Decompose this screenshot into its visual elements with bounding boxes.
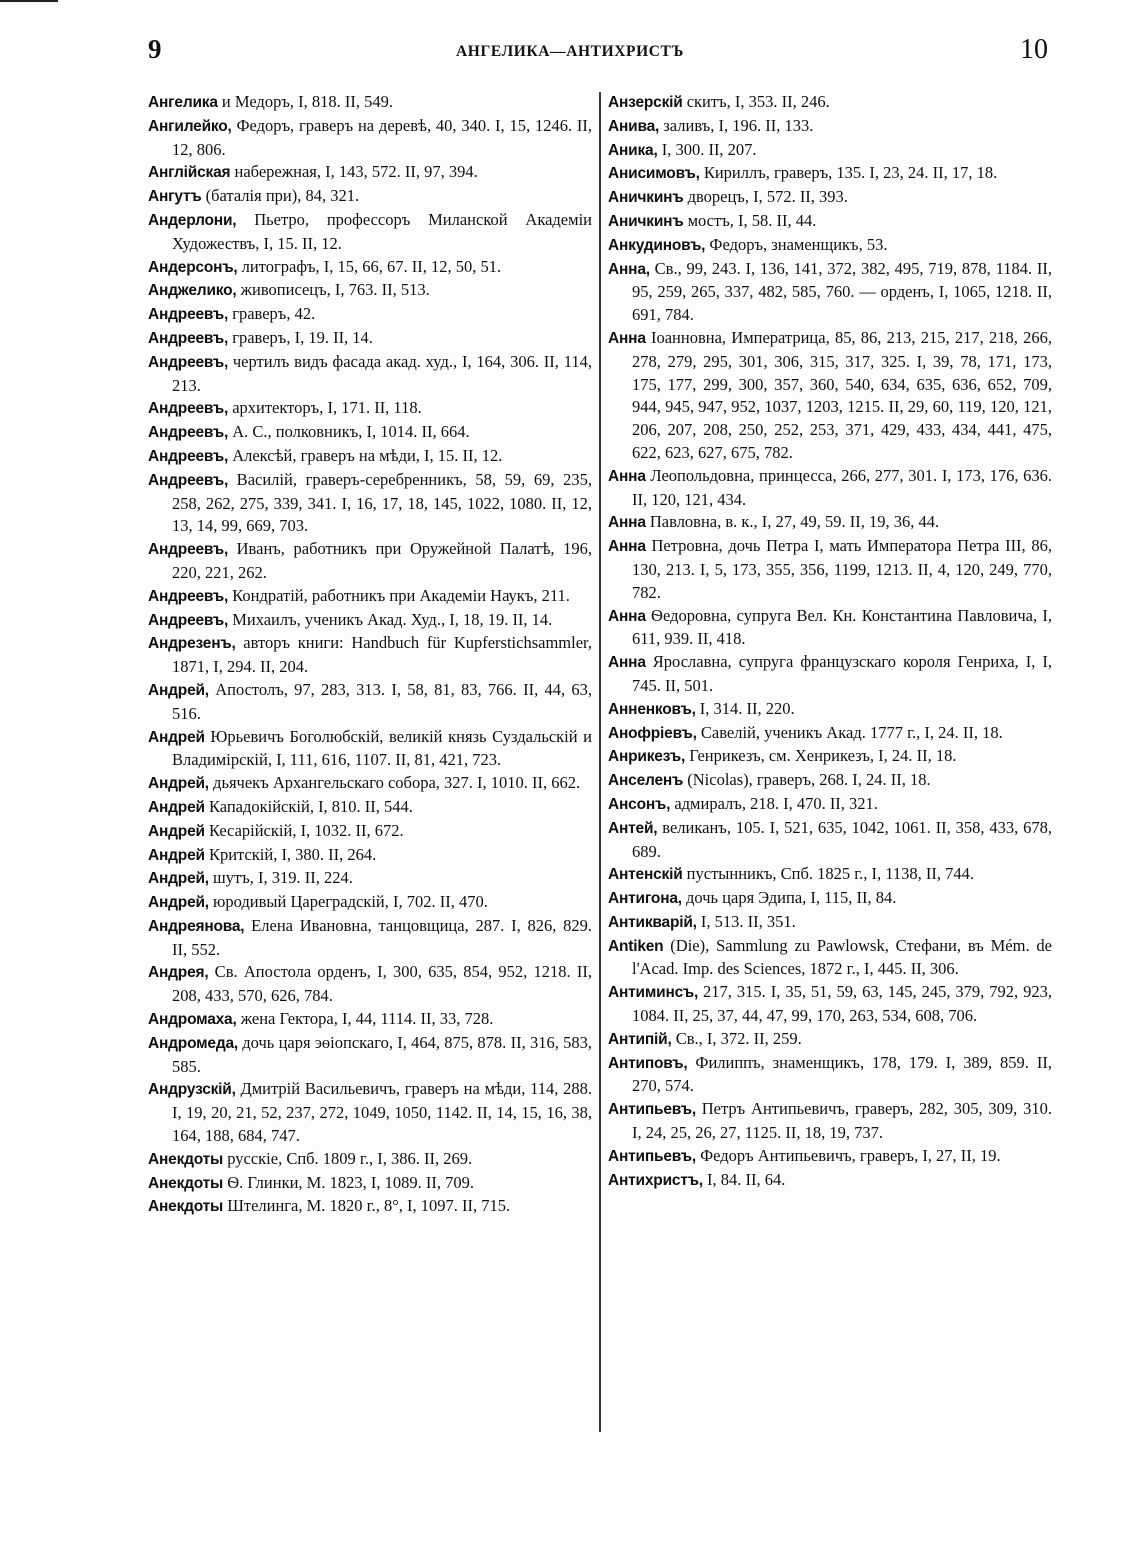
index-entry (148, 961, 592, 1008)
entry-references: набережная, I, 143, 572. II, 97, 394. (230, 162, 478, 182)
entry-headword: Анна, (608, 260, 650, 278)
index-entry (608, 698, 1052, 722)
entry-headword: Анна (608, 467, 646, 485)
index-entry (148, 915, 592, 962)
index-entry (608, 234, 1052, 258)
entry-headword: Андрей, (148, 681, 209, 699)
index-entry (608, 186, 1052, 210)
index-entry (608, 887, 1052, 911)
entry-headword: Андрезенъ, (148, 635, 236, 653)
entry-references: шутъ, I, 319. II, 224. (208, 868, 353, 888)
entry-headword: Анна (608, 654, 646, 672)
entry-references: Леопольдовна, принцесса, 266, 277, 301. I, 173, 176, 636. II, 120, 121, 434. (632, 465, 1052, 509)
entry-headword: Антигона, (608, 890, 682, 908)
index-entry (608, 1145, 1052, 1169)
index-entry (148, 469, 592, 538)
entry-headword: Андрей (148, 846, 205, 864)
index-entry (148, 585, 592, 609)
entry-references: дьячекъ Архангельскаго собора, 327. I, 1010. II, 662. (208, 773, 581, 793)
entry-references: Кападокійскій, I, 810. II, 544. (204, 796, 413, 816)
entry-references: Василій, граверъ-серебренникъ, 58, 59, 69, 235, 258, 262, 275, 339, 341. I, 16, 17, 18, 145, 1022, 1080. II, 12, 13, 14, 99, 669, 703. (172, 469, 592, 536)
entry-references: Иванъ, работникъ при Оружейной Палатѣ, 196, 220, 221, 262. (172, 539, 592, 582)
index-entry (148, 185, 592, 209)
entry-references: I, 513. II, 351. (696, 911, 796, 931)
entry-references: Юрьевичъ Боголюбскій, великій князь Суздальскій и Владимірскій, I, 111, 616, 1107. II, 81, 421, 723. (172, 726, 592, 770)
entry-headword: Анселенъ (608, 772, 684, 790)
entry-references: Ѳедоровна, супруга Вел. Кн. Константина Павловича, I, 611, 939. II, 418. (632, 605, 1052, 649)
entry-references: русскіе, Спб. 1809 г., I, 386. II, 269. (223, 1148, 473, 1168)
index-entry (148, 91, 592, 115)
index-entry (608, 722, 1052, 746)
entry-headword: Антихристъ, (608, 1171, 703, 1189)
index-entry (148, 679, 592, 726)
entry-references: Св., I, 372. II, 259. (671, 1028, 802, 1048)
index-entry (148, 891, 592, 915)
entry-headword: Андреянова, (148, 917, 245, 935)
entry-headword: Антикварій, (608, 913, 697, 931)
entry-headword: Анисимовъ, (608, 165, 700, 183)
index-entry (148, 609, 592, 633)
index-entry (608, 981, 1052, 1028)
entry-headword: Андреевъ, (148, 329, 229, 347)
entry-headword: Ансонъ, (608, 795, 671, 813)
index-entry (148, 867, 592, 891)
entry-headword: Аника, (608, 141, 658, 159)
entry-references: Елена Ивановна, танцовщица, 287. I, 826, 829. II, 552. (172, 915, 592, 959)
entry-headword: Анофріевъ, (608, 724, 697, 742)
entry-references: живописецъ, I, 763. II, 513. (236, 280, 430, 300)
entry-headword: Анкудиновъ, (608, 236, 706, 254)
page-number-right: 10 (1020, 34, 1048, 65)
entry-references: Михаилъ, ученикъ Акад. Худ., I, 18, 19. II, 14. (228, 609, 553, 629)
entry-references: Критскій, I, 380. II, 264. (204, 844, 377, 864)
entry-headword: Аничкинъ (608, 189, 684, 207)
entry-references: Св., 99, 243. I, 136, 141, 372, 382, 495, 719, 878, 1184. II, 95, 259, 265, 337, 482, 585, 760. — орденъ, I, 1065, 1218. II, 691, 784. (632, 258, 1052, 325)
index-entry (608, 863, 1052, 887)
entry-references: литографъ, I, 15, 66, 67. II, 12, 50, 51. (237, 256, 502, 276)
entry-headword: Антипьевъ, (608, 1147, 696, 1165)
index-entry (148, 820, 592, 844)
entry-references: дворецъ, I, 572. II, 393. (683, 187, 848, 207)
entry-headword: Андрей, (148, 775, 209, 793)
index-entry (608, 139, 1052, 163)
entry-references: I, 300. II, 207. (657, 139, 757, 159)
index-entry (608, 745, 1052, 769)
entry-references: Федоръ Антипьевичъ, граверъ, I, 27, II, 19. (695, 1145, 1001, 1165)
index-entry (608, 911, 1052, 935)
page-number-left: 9 (148, 34, 162, 64)
entry-headword: Ангутъ (148, 188, 202, 206)
entry-references: I, 314. II, 220. (695, 698, 795, 718)
entry-references: адмиралъ, 218. I, 470. II, 321. (670, 793, 878, 813)
entry-headword: Анджелико, (148, 282, 237, 300)
entry-references: Алексѣй, граверъ на мѣди, I, 15. II, 12. (228, 445, 503, 465)
index-entry (608, 769, 1052, 793)
entry-references: Кондратій, работникъ при Академіи Наукъ, 211. (228, 585, 570, 605)
entry-headword: Андреевъ, (148, 611, 229, 629)
entry-headword: Андреевъ, (148, 541, 229, 559)
entry-headword: Андреевъ, (148, 353, 229, 371)
index-entry (148, 1032, 592, 1079)
entry-references: (Nicolas), граверъ, 268. I, 24. II, 18. (683, 770, 931, 790)
entry-references: граверъ, 42. (228, 304, 316, 324)
entry-headword: Андреевъ, (148, 400, 229, 418)
entry-references: юродивый Цареградскій, I, 702. II, 470. (208, 892, 488, 912)
index-entry (148, 1008, 592, 1032)
index-entry (608, 935, 1052, 982)
entry-headword: Анненковъ, (608, 700, 696, 718)
entry-headword: Англійская (148, 164, 231, 182)
entry-headword: Анна (608, 538, 646, 556)
entry-headword: Ангелика (148, 94, 218, 111)
right-column (608, 91, 1052, 1192)
entry-headword: Андерлони, (148, 211, 237, 229)
entry-headword: Анрикезъ, (608, 748, 686, 766)
entry-headword: Андромаха, (148, 1011, 237, 1029)
index-entry (148, 161, 592, 185)
index-entry (608, 1169, 1052, 1193)
index-entry (148, 1078, 592, 1147)
index-entry (608, 258, 1052, 327)
entry-headword: Анна (608, 607, 646, 625)
entry-headword: Анекдоты (148, 1198, 224, 1216)
entry-references: (баталія при), 84, 321. (201, 186, 360, 206)
entry-references: скитъ, I, 353. II, 246. (682, 92, 830, 111)
entry-references: Генрикезъ, см. Хенрикезъ, I, 24. II, 18. (685, 746, 957, 766)
entry-headword: Анекдоты (148, 1150, 224, 1168)
index-entry (148, 421, 592, 445)
entry-headword: Андреевъ, (148, 306, 229, 324)
index-entry (148, 327, 592, 351)
entry-references: 217, 315. I, 35, 51, 59, 63, 145, 245, 379, 792, 923, 1084. II, 25, 37, 44, 47, 99, 170, 263, 534, 608, 706. (632, 982, 1052, 1026)
entry-references: I, 84. II, 64. (702, 1169, 786, 1189)
column-divider (599, 92, 601, 1432)
entry-headword: Андрей, (148, 894, 209, 912)
entry-headword: Андреевъ, (148, 471, 229, 489)
entry-headword: Аничкинъ (608, 212, 684, 230)
entry-references: жена Гектора, I, 44, 1114. II, 33, 728. (236, 1009, 494, 1029)
entry-references: Ѳ. Глинки, М. 1823, I, 1089. II, 709. (223, 1172, 474, 1192)
entry-references: Павловна, в. к., I, 27, 49, 59. II, 19, 36, 44. (645, 512, 940, 532)
entry-references: Штелинга, М. 1820 г., 8°, I, 1097. II, 715. (223, 1196, 511, 1216)
entry-references: великанъ, 105. I, 521, 635, 1042, 1061. II, 358, 433, 678, 689. (632, 817, 1052, 861)
entry-references: Филиппъ, знаменщикъ, 178, 179. I, 389, 859. II, 270, 574. (632, 1052, 1052, 1096)
entry-headword: Антей, (608, 819, 658, 837)
index-entry (148, 303, 592, 327)
entry-references: (Die), Sammlung zu Pawlowsk, Стефани, въ Mém. de l'Acad. Imp. des Sciences, 1872 г., I, 445. II, 306. (632, 935, 1052, 979)
entry-headword: Андрей, (148, 870, 209, 888)
entry-headword: Ангилейко, (148, 117, 232, 135)
entry-references: архитекторъ, I, 171. II, 118. (228, 398, 422, 418)
index-entry (148, 256, 592, 280)
index-entry (608, 465, 1052, 512)
entry-headword: Анна (608, 329, 646, 347)
running-title: АНГЕЛИКА—АНТИХРИСТЪ (456, 43, 684, 60)
index-entry (148, 844, 592, 868)
entry-headword: Антипьевъ, (608, 1101, 696, 1119)
entry-headword: Антипій, (608, 1030, 672, 1048)
index-entry (608, 1098, 1052, 1145)
entry-headword: Андрей (148, 822, 205, 840)
index-entry (608, 162, 1052, 186)
page-header (0, 34, 1140, 74)
index-entry (608, 115, 1052, 139)
entry-references: Св. Апостола орденъ, I, 300, 635, 854, 952, 1218. II, 208, 433, 570, 626, 784. (172, 962, 592, 1006)
index-entry (608, 605, 1052, 652)
entry-references: Іоанновна, Императрица, 85, 86, 213, 215, 217, 218, 266, 278, 279, 295, 301, 306, 315, 317, 325. I, 39, 78, 171, 173, 175, 177, 299, 300, 357, 360, 540, 634, 635, 636, 652, 709, 944, 945, 947, 952, 1037, 1203, 1215. II, 29, 60, 119, 120, 121, 206, 207, 208, 250, 252, 253, 371, 429, 433, 434, 441, 475, 622, 623, 627, 675, 782. (632, 327, 1052, 462)
entry-references: Пьетро, профессоръ Миланской Академіи Художествъ, I, 15. II, 12. (172, 209, 592, 253)
entry-headword: Антиминсъ, (608, 984, 699, 1002)
entry-references: дочь царя эѳіопскаго, I, 464, 875, 878. II, 316, 583, 585. (172, 1032, 592, 1076)
index-entry (148, 1148, 592, 1172)
index-entry (608, 535, 1052, 604)
entry-references: Федоръ, знаменщикъ, 53. (705, 234, 888, 254)
entry-references: А. С., полковникъ, I, 1014. II, 664. (228, 422, 470, 442)
index-entry (608, 210, 1052, 234)
index-entry (608, 817, 1052, 864)
index-entry (148, 209, 592, 256)
entry-headword: Анива, (608, 117, 660, 135)
entry-references: Кесарійскій, I, 1032. II, 672. (204, 820, 404, 840)
entry-references: Петровна, дочь Петра I, мать Императора Петра III, 86, 130, 213. I, 5, 173, 355, 356, 1199, 1213. II, 4, 120, 249, 770, 782. (632, 536, 1052, 602)
entry-headword: Андерсонъ, (148, 258, 238, 276)
entry-headword: Анна (608, 514, 646, 532)
index-entry (148, 538, 592, 585)
entry-headword: Анзерскій (608, 94, 683, 111)
index-entry (148, 1195, 592, 1219)
entry-headword: Андромеда, (148, 1034, 238, 1052)
index-entry (608, 1028, 1052, 1052)
entry-headword: Antiken (608, 937, 664, 955)
index-entry (608, 1052, 1052, 1099)
entry-references: пустынникъ, Спб. 1825 г., I, 1138, II, 744. (682, 864, 975, 884)
entry-headword: Анекдоты (148, 1174, 224, 1192)
index-entry (148, 1172, 592, 1196)
index-entry (148, 772, 592, 796)
entry-headword: Андрея, (148, 964, 209, 982)
index-entry (148, 279, 592, 303)
index-entry (608, 651, 1052, 698)
index-entry (608, 511, 1052, 535)
entry-references: Савелій, ученикъ Акад. 1777 г., I, 24. II, 18. (696, 722, 1003, 742)
entry-headword: Антенскій (608, 866, 683, 884)
index-entry (148, 796, 592, 820)
entry-references: граверъ, I, 19. II, 14. (228, 327, 373, 347)
entry-headword: Андрей (148, 798, 205, 816)
left-column (148, 91, 592, 1219)
index-entry (148, 115, 592, 162)
entry-headword: Андреевъ, (148, 447, 229, 465)
index-entry (148, 397, 592, 421)
index-entry (148, 726, 592, 773)
entry-headword: Андреевъ, (148, 587, 229, 605)
entry-references: Федоръ, граверъ на деревѣ, 40, 340. I, 15, 1246. II, 12, 806. (172, 115, 592, 159)
index-entry (148, 351, 592, 398)
index-entry (148, 632, 592, 679)
index-entry (608, 327, 1052, 465)
entry-headword: Антиповъ, (608, 1054, 688, 1072)
entry-references: Петръ Антипьевичъ, граверъ, 282, 305, 309, 310. I, 24, 25, 26, 27, 1125. II, 18, 19, 737. (632, 1099, 1052, 1143)
top-edge-rule (0, 0, 58, 2)
entry-references: и Медоръ, I, 818. II, 549. (217, 92, 393, 111)
entry-references: мостъ, I, 58. II, 44. (683, 210, 817, 230)
entry-references: дочь царя Эдипа, I, 115, II, 84. (681, 888, 897, 908)
index-entry (148, 445, 592, 469)
entry-headword: Андрузскій, (148, 1081, 236, 1099)
entry-references: Дмитрій Васильевичъ, граверъ на мѣди, 114, 288. I, 19, 20, 21, 52, 237, 272, 1049, 1050, 1142. II, 14, 15, 16, 38, 164, 188, 684, 747. (172, 1079, 592, 1146)
entry-references: Апостолъ, 97, 283, 313. I, 58, 81, 83, 766. II, 44, 63, 516. (172, 679, 592, 723)
index-entry (608, 793, 1052, 817)
entry-references: чертилъ видъ фасада акад. худ., I, 164, 306. II, 114, 213. (172, 351, 592, 395)
entry-headword: Андрей (148, 728, 205, 746)
entry-references: Ярославна, супруга французскаго короля Генриха, I, I, 745. II, 501. (632, 652, 1052, 695)
index-entry (608, 91, 1052, 115)
entry-headword: Андреевъ, (148, 424, 229, 442)
entry-references: Кириллъ, граверъ, 135. I, 23, 24. II, 17, 18. (699, 163, 998, 183)
entry-references: авторъ книги: Handbuch für Kupferstichsammler, 1871, I, 294. II, 204. (172, 633, 592, 677)
entry-references: заливъ, I, 196. II, 133. (659, 115, 814, 135)
